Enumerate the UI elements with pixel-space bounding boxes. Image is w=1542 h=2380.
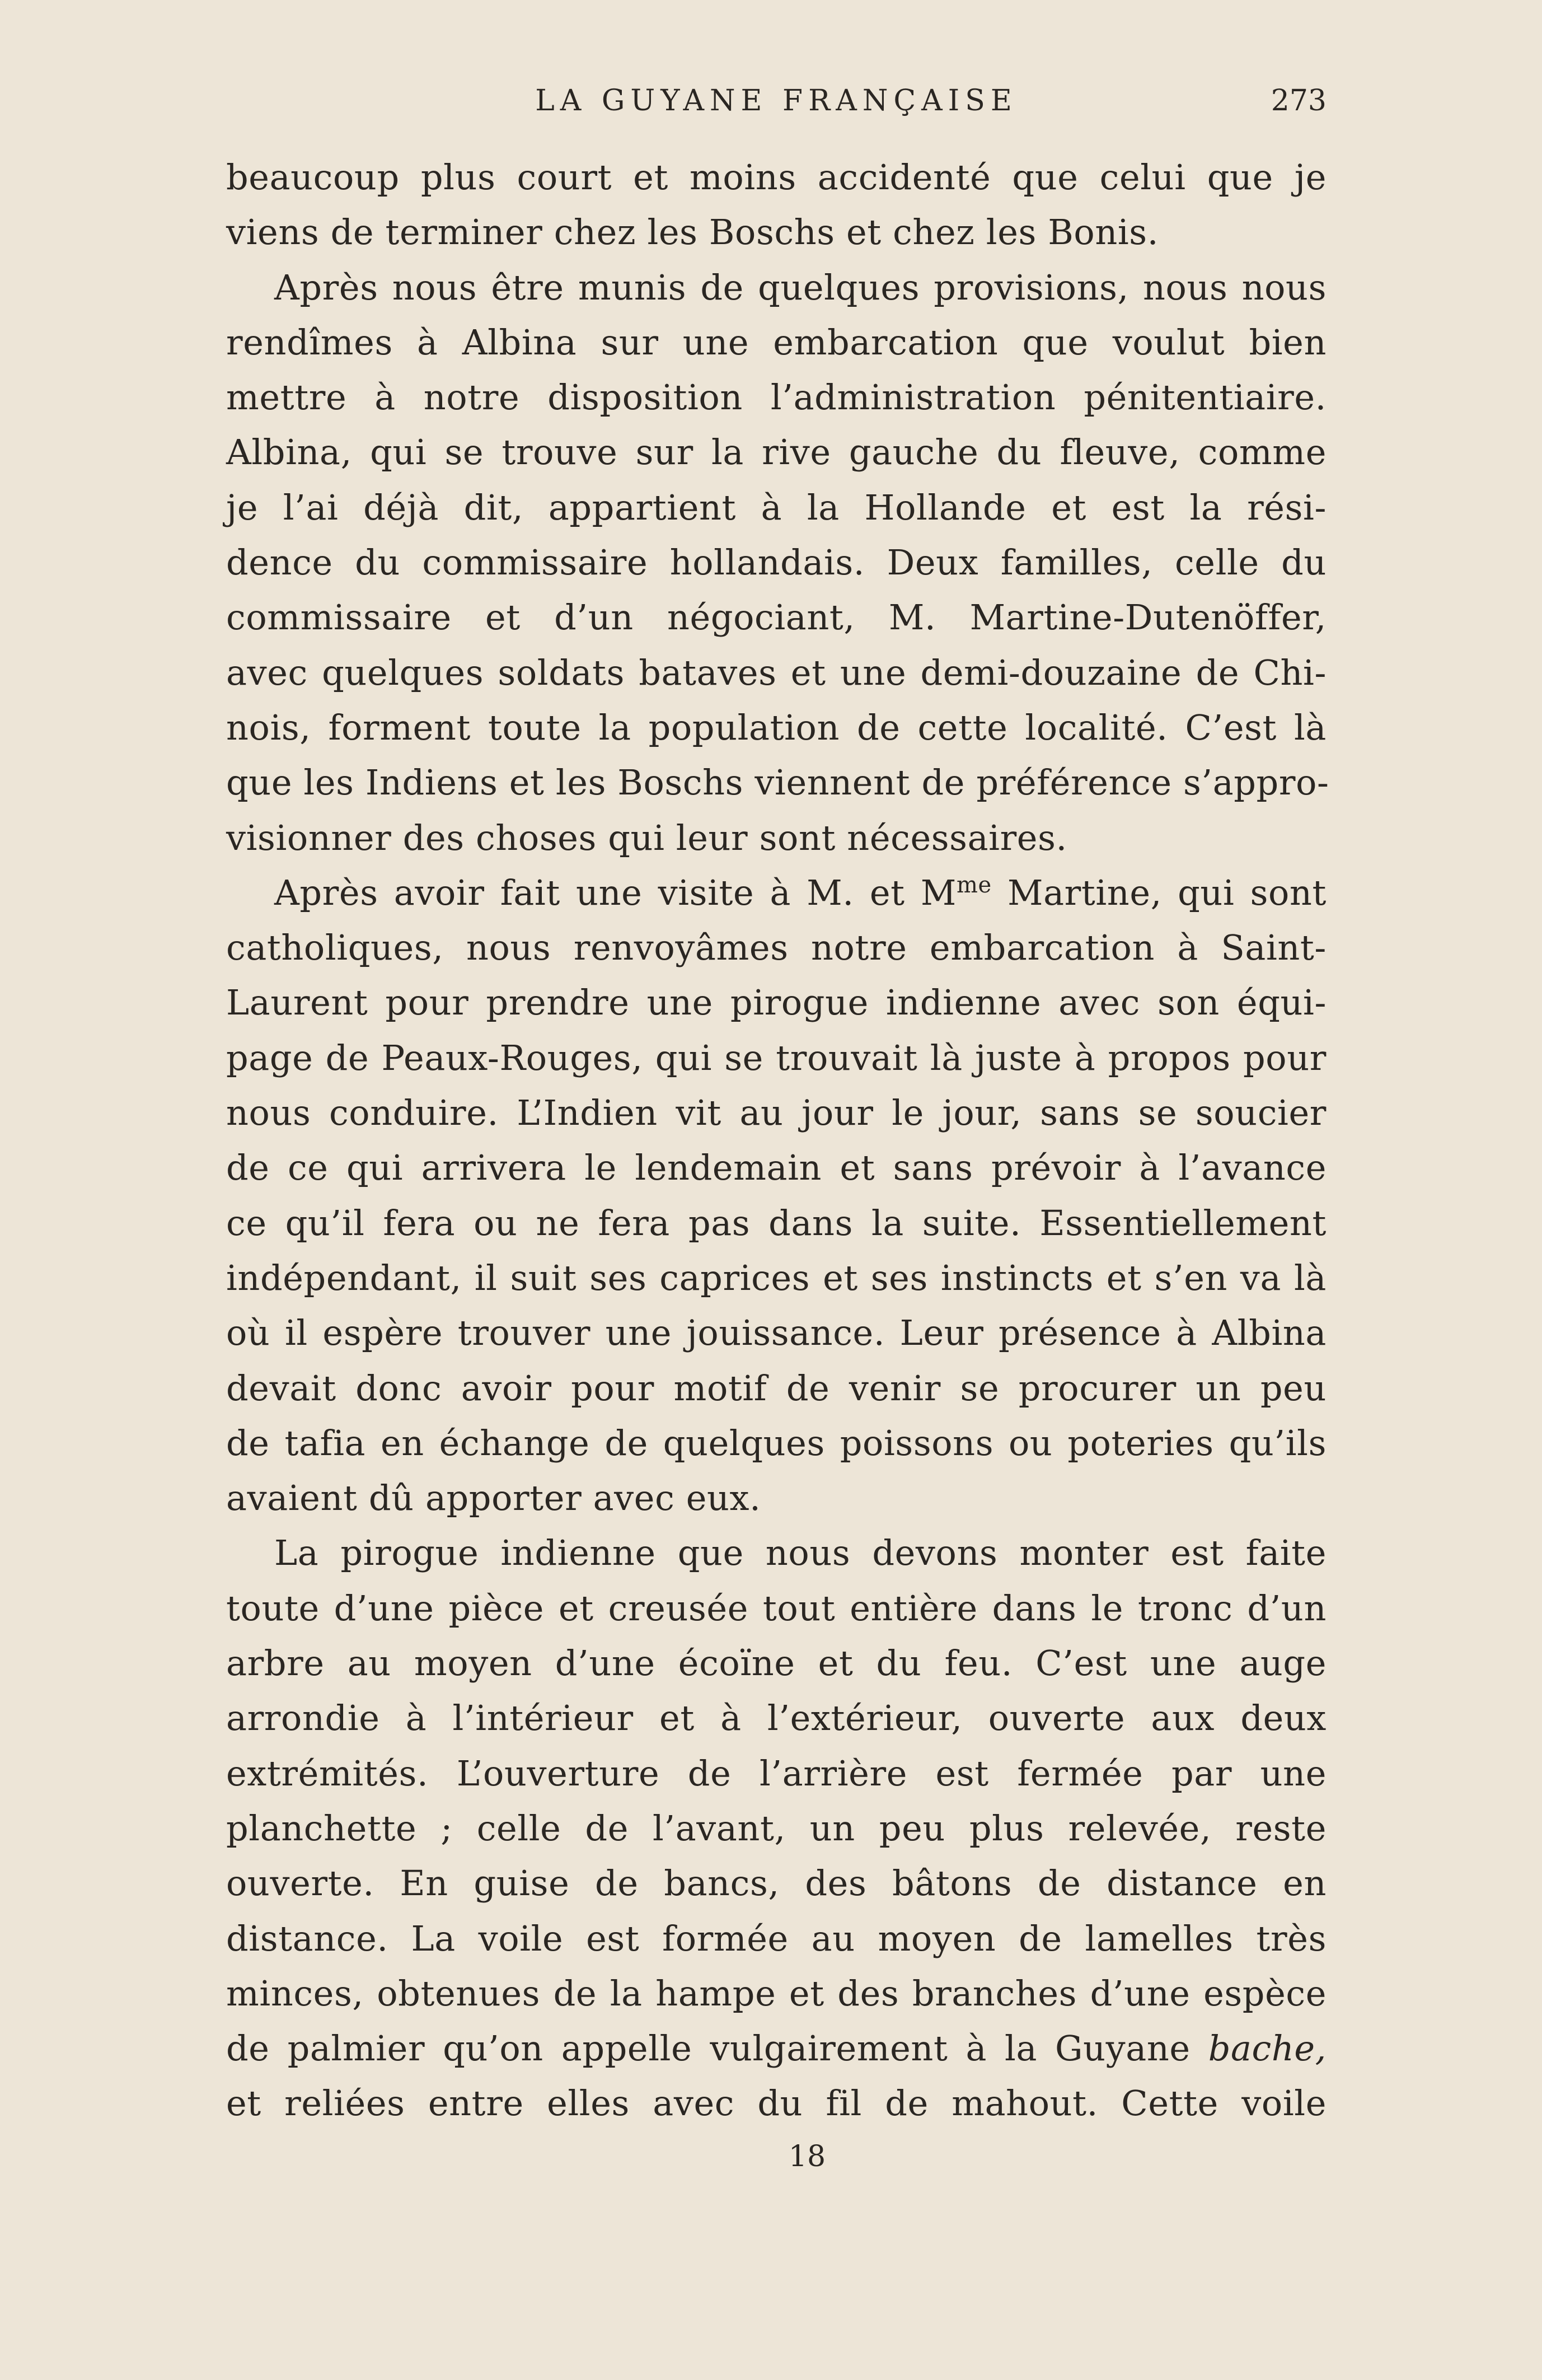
text-line [226,480,1327,535]
text-line [226,1636,1327,1691]
text-line [226,1746,1327,1801]
text-segment: Après nous être munis de quelques provisions, nous nous [274,266,1327,308]
text-line [226,811,1327,866]
text-segment: minces, obtenues de la hampe et des branches d’une espèce [226,1972,1327,2014]
text-segment: extrémités. L’ouverture de l’arrière est fermée par une [226,1752,1327,1794]
text-line [226,1361,1327,1416]
text-segment: et reliées entre elles avec du fil de mahout. Cette voile [226,2083,1327,2124]
text-segment: Martine, qui sont [991,872,1327,913]
page-number: 273 [1271,84,1327,118]
text-segment: distance. La voile est formée au moyen de lamelles très [226,1918,1327,1959]
text-segment: mettre à notre disposition l’administration pénitentiaire. [226,377,1327,418]
text-segment: arbre au moyen d’une écoïne et du feu. C’est une auge [226,1643,1327,1684]
text-line [226,1966,1327,2021]
text-segment: que les Indiens et les Boschs viennent de préférence s’appro- [226,762,1329,803]
text-line [226,425,1327,480]
text-line [226,260,1327,315]
text-line [226,866,1327,920]
text-line [226,315,1327,370]
text-segment: commissaire et d’un négociant, M. Martine-Dutenöffer, [226,597,1327,638]
superscript: me [956,872,992,898]
body-text [226,150,1327,2131]
text-segment: page de Peaux-Rouges, qui se trouvait là juste à propos pour [226,1037,1327,1078]
text-segment: viens de terminer chez les Boschs et chez les Bonis. [226,212,1159,253]
italic-word: bache, [1208,2028,1327,2069]
text-segment: de palmier qu’on appelle vulgairement à la Guyane [226,2028,1208,2069]
text-segment: avec quelques soldats bataves et une demi-douzaine de Chi- [226,652,1327,693]
text-segment: arrondie à l’intérieur et à l’extérieur, ouverte aux deux [226,1698,1327,1739]
text-segment: rendîmes à Albina sur une embarcation que voulut bien [226,321,1327,363]
text-segment: beaucoup plus court et moins accidenté que celui que je [226,157,1327,198]
text-segment: Laurent pour prendre une pirogue indienne avec son équi- [226,982,1327,1023]
text-line [226,646,1327,700]
text-line [226,700,1327,755]
text-line [226,2021,1327,2076]
text-line [226,1801,1327,1856]
text-segment: de tafia en échange de quelques poissons ou poteries qu’ils [226,1422,1327,1463]
text-line [226,1581,1327,1636]
text-line [226,2076,1327,2131]
text-segment: nous conduire. L’Indien vit au jour le jour, sans se soucier [226,1092,1327,1134]
text-line [226,535,1327,590]
text-line [226,205,1327,260]
text-segment: catholiques, nous renvoyâmes notre embarcation à Saint- [226,927,1327,969]
text-segment: Après avoir fait une visite à M. et M [274,872,957,913]
text-line [226,150,1327,205]
text-segment: visionner des choses qui leur sont nécessaires. [226,817,1067,858]
text-line [226,1251,1327,1306]
running-title: LA GUYANE FRANÇAISE [535,84,1018,118]
text-segment: toute d’une pièce et creusée tout entière dans le tronc d’un [226,1587,1327,1629]
text-segment: La pirogue indienne que nous devons monter est faite [274,1532,1327,1574]
text-line [226,755,1327,810]
text-line [226,1526,1327,1581]
text-line [226,1911,1327,1966]
text-segment: devait donc avoir pour motif de venir se procurer un peu [226,1367,1327,1409]
text-line [226,920,1327,975]
text-segment: de ce qui arrivera le lendemain et sans prévoir à l’avance [226,1147,1327,1189]
text-segment: avaient dû apporter avec eux. [226,1477,761,1519]
text-segment: où il espère trouver une jouissance. Leur présence à Albina [226,1312,1327,1354]
text-line [226,1691,1327,1746]
text-line [226,1086,1327,1140]
text-line [226,1031,1327,1086]
text-segment: ouverte. En guise de bancs, des bâtons de distance en [226,1863,1327,1904]
running-head [226,78,1327,123]
text-line [226,370,1327,425]
text-segment: nois, forment toute la population de cette localité. C’est là [226,707,1327,748]
text-line [226,1306,1327,1360]
text-segment: indépendant, il suit ses caprices et ses instincts et s’en va là [226,1257,1327,1298]
text-segment: dence du commissaire hollandais. Deux familles, celle du [226,542,1327,583]
text-line [226,1196,1327,1251]
text-segment: planchette ; celle de l’avant, un peu plus relevée, reste [226,1807,1327,1849]
signature-mark: 18 [788,2140,826,2173]
text-line [226,1856,1327,1911]
text-line [226,1471,1327,1526]
text-line [226,1416,1327,1471]
text-line [226,975,1327,1030]
text-segment: je l’ai déjà dit, appartient à la Hollande et est la rési- [226,487,1327,528]
text-line [226,590,1327,645]
text-segment: ce qu’il fera ou ne fera pas dans la suite. Essentiellement [226,1202,1327,1243]
text-line [226,1140,1327,1195]
text-segment: Albina, qui se trouve sur la rive gauche du fleuve, comme [226,432,1327,473]
